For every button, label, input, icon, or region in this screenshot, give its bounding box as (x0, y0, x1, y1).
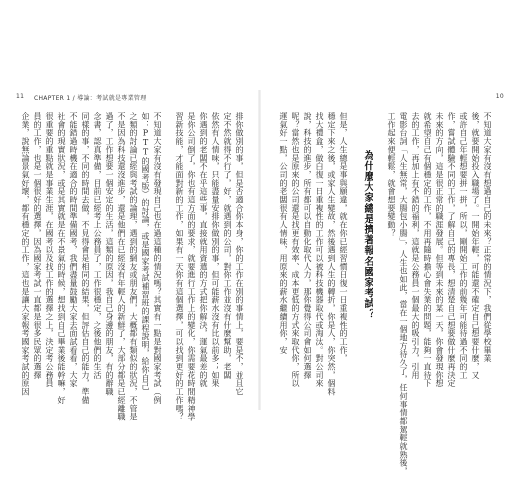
text-column: 念書，認真準備，目前已經考上公務員了，工作很穩定，之後他們的生活 (93, 112, 102, 380)
text-column: 但是，人生總是事與願違，就在你已經習慣日復一日重複性的工作， (339, 112, 348, 363)
text-column: 同樣的事，不同的時間去做，不見得會是相同的結果，但評估自己的能力，準備 (81, 112, 90, 405)
text-column: 電影台詞「人生無常，大腸包小腸」，人生也如此，當在一個地方待久了，任何事情都駕輕就熟後， (399, 112, 408, 476)
text-column: 很重要的重點就是事業生涯，在國考以及找工作的選擇之上，決定考公務員 (45, 112, 54, 388)
text-column: 就希望自己有個穩定的工作，不用再隨時擔心會失業的問題，能夠一直待下 (423, 112, 432, 388)
section-title: 為什麼大家總是擠著報名國家考試？ (362, 150, 373, 320)
text-column: 運氣好一點，公司的老闆很有人情味，用原來的薪水繼續用你，安 (279, 112, 288, 355)
text-column: 你遇到的老闆不在乎這些事，直接就用資遣的方式把你解決，運氣最差的就 (199, 112, 208, 388)
text-column: 排你做別的事，但是否適合你本身，你的工作在別的事情上，要是不，並且它 (235, 112, 244, 396)
text-column: 如：PTT的國考版）的討論，或是國家考試補習班的課程說明，給你自己 (141, 112, 150, 391)
text-column: 去的工作，再加上有不錯的福利，這就是公務員一個最大的吸引力，引用 (411, 112, 420, 380)
right-page-number: 10 (495, 93, 504, 100)
text-column: 不知道大家有沒有想過自己的未來？正常的情況下，我們從學校畢業 (483, 112, 492, 363)
text-column: 呢？當然也是原來的公司還是找更有效率、成本更低的方式來取代你，所以 (291, 112, 300, 388)
text-column: 企業，說無論景氣好壞，都有穩定的工作，這也是讓大家報考國家考試的原因 (21, 112, 30, 396)
text-column: 作，嘗試體驗不同的工作，了解自己的專長，想清楚自己想要做什麼再決定 (447, 112, 456, 388)
text-column: 社會的現實狀況，或是其實就是在不景氣的時候，想找到自己畢業後能幹嘛，好 (57, 112, 66, 405)
text-column: 之類的討論已經與考試的論理，遇到的網友或朋友們，大概都有類似的狀況，不管是 (129, 112, 138, 421)
text-column: 是你公司倒了，你也有這方面的要求，就要進行工作上的變化，你需要花時間精神學 (187, 112, 196, 421)
text-column: 未來的方向，這是很正常的職涯發展。但等到未來的某一天，你會發現你想 (435, 112, 444, 388)
text-column: 不能錯過時機在適合的時間準備國考，我們盡量鼓勵大家去面試看看，大家 (69, 112, 78, 388)
text-column: 員的工作，也是一個很好的選擇，因為國家考試一直都是很多民眾的選擇 (33, 112, 42, 380)
text-column: 不是因為科技還沒進步，還是他們在已經沒有年輕人的新鮮了，大部分都是已經離職 (117, 112, 126, 421)
text-column: 說，科技的進步，所有都可以自動化取代人力，那你覺得公司會如何選擇 (303, 112, 312, 380)
text-column: 不知道大家有沒有發現自己也在過這種的情況嗎？其實有一點是對國家考試（例 (153, 112, 162, 405)
text-column: 習新技能，才能面對新的工作，如果有一天你有這個選擇，可以找到更好的工作嗎？ (175, 112, 184, 421)
text-column: 過了，工作想要一個安定的生活，這類的原因，我自己身邊的朋友，有的辭職 (105, 112, 114, 396)
text-column: 找大禮盒，做白復一日重複性的工作可以被科技機器取代或淘汰。對公司來 (315, 112, 324, 388)
chapter-label: CHAPTER 1 / 導論：考試就是專業管理 (34, 95, 147, 102)
text-column: 依然有人情味，只能盡量安排你做別的事，但可能薪水沒有比以前多；如果 (211, 112, 220, 388)
text-column: 定不然就得不行了，好，就遇到的公司，對你工作並沒有什麼幫助，老闆 (223, 112, 232, 380)
book-gutter (258, 90, 261, 410)
left-page-number: 11 (16, 93, 25, 100)
text-column: 後，就要開始投入職場了。一開始年輕，可能還不確定自己想要什麼，又 (471, 112, 480, 380)
text-column: 穩定下來之後，或家人生變故，然後遇到人生的轉折，你是人，你突然，個料 (327, 112, 336, 396)
text-column: 工作起來便輕鬆，就會想要變動？ (387, 112, 396, 238)
text-column: 或許自己年輕想要拼一拼，所以，剛開始工作的前幾年可能待過不同的工 (459, 112, 468, 380)
